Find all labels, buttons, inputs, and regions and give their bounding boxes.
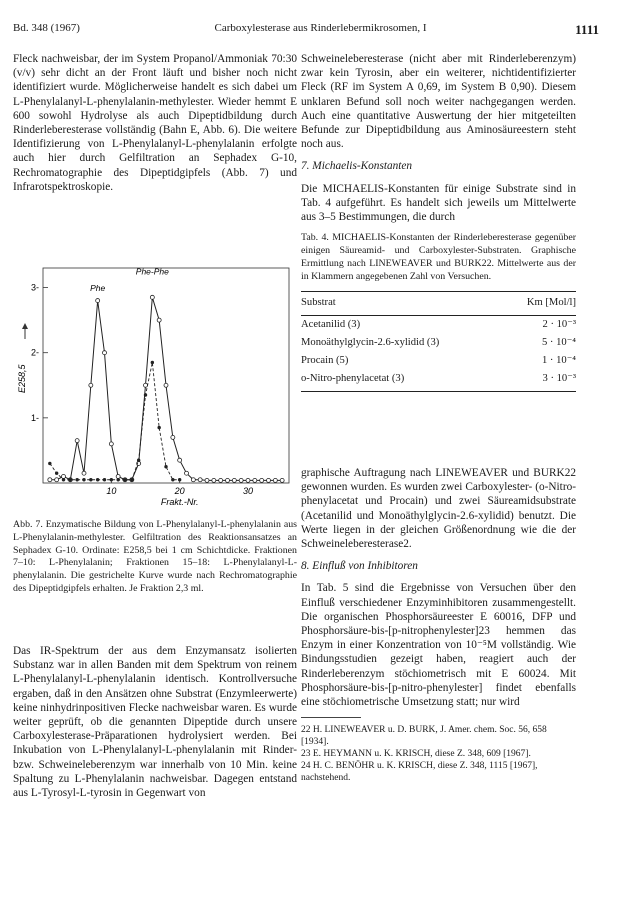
data-point-filled: [62, 478, 65, 481]
data-point-open: [103, 351, 107, 355]
running-head-left: Bd. 348 (1967): [13, 22, 80, 34]
table-header-substrate: Substrat: [301, 292, 504, 315]
right-column-lower: [301, 466, 576, 784]
left-paragraph-2: Das IR-Spektrum der aus dem Enzymansatz isolierten Substanz war in allen Banden mit dem Spektrum von reinem L-Phenylalanyl-L-phenylalanin identisch. Kontrollversuche ergaben, daß in den Ansätzen ohne Substrat (Enzymleerwerte) keine ninhydrinpositiven Flecke nachweisbar waren. Es wurde weiter geprüft, ob die genannten Dipeptide durch unsere Carboxylesterase-Präparationen hydrolysiert werden. Bei Inkubation von L-Phenylalanyl-L-phenylalanin mit Rinder- bzw. Schweineleberenzym war innerhalb von 10 Min. keine Spaltung zu L-Phenylalanin nachweisbar. Dagegen entstand aus L-Tyrosyl-L-tyrosin in Gegenwart von: [13, 645, 297, 800]
data-point-open: [157, 318, 161, 322]
data-point-open: [267, 478, 271, 482]
x-axis-label: Frakt.-Nr.: [160, 497, 199, 507]
table-cell-km: 5 · 10⁻⁴: [541, 336, 576, 348]
data-point-open: [280, 478, 284, 482]
data-point-open: [144, 383, 148, 387]
data-point-open: [205, 478, 209, 482]
footnote-22: 22 H. LINEWEAVER u. D. BURK, J. Amer. chem. Soc. 56, 658 [1934].: [301, 725, 547, 748]
footnote-23: 23 E. HEYMANN u. K. KRISCH, diese Z. 348, 609 [1967].: [301, 749, 531, 760]
y-tick-label: 3-: [30, 282, 39, 293]
michaelis-table: [301, 291, 576, 392]
y-tick-label: 2-: [30, 347, 39, 358]
table-cell-substrate: Monoäthylglycin-2.6-xylidid (3): [301, 336, 440, 348]
table-row: [301, 334, 576, 352]
data-point-open: [55, 478, 59, 482]
footnote-rule: [301, 717, 361, 718]
data-point-open: [150, 295, 154, 299]
x-tick-label: 20: [174, 486, 185, 496]
right-paragraph-3: graphische Auftragung nach LINEWEAVER und BURK22 gewonnen wurden. Es wurden zwei Carboxylester- (o-Nitro-phenylacetat und Procain) und zwei Säureamidsubstrate (Acetanilid und Monoäthylglycin-2.6-xylidid) benutzt. Die Werte liegen in der gleichen Größenordnung wie die der Schweineleberesterase2.: [301, 467, 576, 551]
data-point-open: [226, 478, 230, 482]
table-row: [301, 315, 576, 334]
data-point-open: [178, 458, 182, 462]
data-point-open: [116, 474, 120, 478]
plot-frame: [43, 268, 289, 483]
annotation-phe: Phe: [90, 282, 106, 293]
data-point-filled: [123, 478, 126, 481]
data-point-filled: [144, 393, 147, 396]
table-4-caption: Tab. 4. MICHAELIS-Konstanten der Rinderleberesterase gegenüber einigen Säureamid- und Carboxylester-Substraten. Graphische Ermittlung nach LINEWEAVER und BURK22. Mittelwerte aus der in Klammern angegebenen Zahl von Versuchen.: [301, 232, 576, 282]
left-paragraph-1: Fleck nachweisbar, der im System Propanol/Ammoniak 70:30 (v/v) sehr dicht an der Front läuft und bisher noch nicht identifiziert wurde. Möglicherweise handelt es sich dabei um L-Phenylalanyl-L-phenylalanin-methylester. Wieder hemmt E 600 sowohl Hydrolyse als auch Dipeptidbildung durch Rinderleberesterase vollständig (Bahn E, Abb. 6). Die weitere Identifizierung von L-Phenylalanyl-L-phenylalanin erfolgte auch hier durch Gelfiltration an Sephadex G-10, Rechromatographie des Dipeptidgipfels (Abb. 7) und Infrarotspektroskopie.: [13, 53, 297, 193]
data-point-filled: [130, 478, 133, 481]
footnote-24: 24 H. C. BENÖHR u. K. KRISCH, diese Z. 348, 1115 [1967], nachstehend.: [301, 761, 538, 784]
table-row: [301, 352, 576, 370]
data-point-filled: [89, 478, 92, 481]
table-header-km: Km [Mol/l]: [504, 292, 576, 315]
data-point-filled: [103, 478, 106, 481]
data-point-filled: [48, 462, 51, 465]
data-point-filled: [178, 478, 181, 481]
data-point-filled: [55, 472, 58, 475]
section-heading-8: 8. Einfluß von Inhibitoren: [301, 560, 418, 573]
data-point-filled: [69, 478, 72, 481]
y-axis-label: E258,5: [17, 364, 27, 394]
data-point-open: [198, 478, 202, 482]
figure-7-chart: [13, 258, 297, 508]
data-point-open: [191, 478, 195, 482]
data-point-open: [89, 383, 93, 387]
right-paragraph-1: Schweineleberesterase (nicht aber mit Rinderleberenzym) zwar kein Tyrosin, aber ein weiterer, nichtidentifizierter Fleck (RF im System A 0,69, im System B 0,90). Diesem unklaren Befund soll noch weiter nachgegangen werden. Auch eine quantitative Auswertung der hier mitgeteilten Befunde zur Dipeptidbildung aus Aminosäureestern steht noch aus.: [301, 53, 576, 151]
data-point-filled: [151, 361, 154, 364]
running-head-title: Carboxylesterase aus Rinderlebermikrosomen, I: [214, 22, 427, 34]
data-point-filled: [116, 478, 119, 481]
section-heading-7: 7. Michaelis-Konstanten: [301, 160, 413, 173]
data-point-filled: [157, 426, 160, 429]
data-point-open: [232, 478, 236, 482]
left-column-lower: [13, 644, 297, 808]
data-point-open: [171, 435, 175, 439]
data-point-filled: [110, 478, 113, 481]
data-point-open: [164, 383, 168, 387]
data-point-open: [96, 299, 100, 303]
table-cell-km: 3 · 10⁻³: [504, 370, 576, 392]
data-point-open: [185, 471, 189, 475]
figure-7-caption: Abb. 7. Enzymatische Bildung von L-Phenylalanyl-L-phenylalanin aus L-Phenylalanin-methylester. Gelfiltration des Reaktionsansatzes an Sephadex G-10. Ordinate: E258,5 bei 1 cm Schichtdicke. Fraktionen 7–10: L-Phenylalanin; Fraktionen 15–18: L-Phenylalanyl-L-phenylalanin. Die gestrichelte Kurve wurde nach Rechromatographie des Dipeptidgipfels erhalten. Je Fraktion 2,3 ml.: [13, 519, 297, 594]
data-point-open: [219, 478, 223, 482]
data-point-open: [82, 471, 86, 475]
data-point-open: [62, 474, 66, 478]
x-tick-label: 30: [242, 486, 254, 496]
table-cell-substrate: o-Nitro-phenylacetat (3): [301, 370, 504, 392]
x-tick-label: 10: [106, 486, 117, 496]
data-point-filled: [82, 478, 85, 481]
right-column: [301, 52, 576, 392]
data-point-open: [212, 478, 216, 482]
data-point-filled: [164, 465, 167, 468]
table-cell-substrate: Procain (5): [301, 355, 349, 367]
right-paragraph-4: In Tab. 5 sind die Ergebnisse von Versuchen über den Einfluß verschiedener Enzyminhibitoren zusammengestellt. Die organischen Phosphorsäureester E 60016, DFP und Phosphorsäure-bis-[p-nitrophenylester]23 hemmen das Enzym in einer Konzentration von 10⁻⁵M vollständig. Wie Bindungsstudien gezeigt haben, reagiert auch der Rinderleberenzym stöchiometrisch mit E 60024. Mit Phosphorsäure-bis-[p-nitro-phenylester] findet ebenfalls eine stöchiometrische Umsetzung statt; nur wird: [301, 582, 576, 709]
data-point-filled: [171, 478, 174, 481]
page-number: 1111: [575, 22, 599, 37]
y-tick-label: 1-: [30, 412, 39, 423]
data-point-filled: [96, 478, 99, 481]
data-point-open: [109, 442, 113, 446]
data-point-filled: [137, 458, 140, 461]
data-point-open: [239, 478, 243, 482]
table-cell-km: 2 · 10⁻³: [542, 318, 576, 330]
data-point-open: [253, 478, 257, 482]
y-axis-arrowhead: [22, 323, 28, 329]
table-cell-substrate: Acetanilid (3): [301, 318, 361, 330]
data-point-open: [260, 478, 264, 482]
data-point-filled: [75, 478, 78, 481]
right-paragraph-2: Die MICHAELIS-Konstanten für einige Substrate sind in Tab. 4 aufgeführt. Es handelt sich jeweils um Mittelwerte aus 3–5 Bestimmungen, die durch: [301, 182, 576, 224]
series-line-solid: [50, 297, 282, 480]
data-point-open: [75, 439, 79, 443]
annotation-phe-phe: Phe-Phe: [135, 266, 169, 277]
left-column: [13, 52, 297, 202]
data-point-open: [48, 478, 52, 482]
data-point-open: [246, 478, 250, 482]
table-row: [301, 370, 576, 392]
data-point-open: [273, 478, 277, 482]
table-cell-km: 1 · 10⁻⁴: [541, 355, 576, 367]
